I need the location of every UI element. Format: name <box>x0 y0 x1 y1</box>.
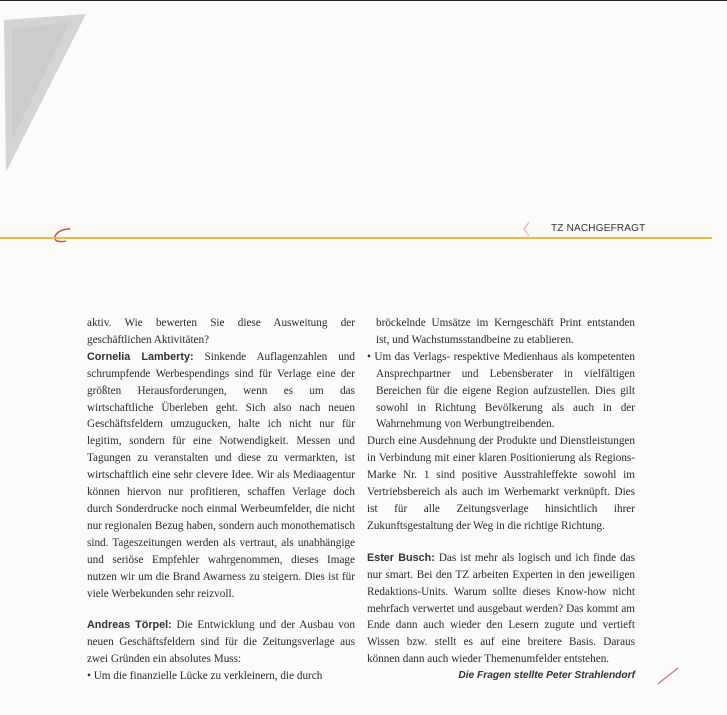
answer-lamberty <box>87 349 355 603</box>
answer-toerpel <box>87 617 355 668</box>
bullet-item: • Um das Verlags- respektive Medienhaus als kompetenten Ansprechpartner und Lebensberater in vielfältigen Bereichen für die eigene Region aufzustellen. Dies gilt sowohl in Richtung Bevölkerung als auch in der Wahrnehmung von Werbungtreibenden. <box>367 350 635 431</box>
answer-busch <box>367 550 635 668</box>
speaker-name: Cornelia Lamberty: <box>87 350 194 363</box>
section-label: TZ NACHGEFRAGT <box>551 223 646 234</box>
red-pen-mark <box>50 226 74 244</box>
article-column-left <box>87 315 355 685</box>
speaker-name: Ester Busch: <box>367 551 435 564</box>
question-text: aktiv. Wie bewerten Sie diese Ausweitung der geschäftlichen Aktivitäten? <box>87 317 355 346</box>
yellow-rule <box>0 237 712 239</box>
answer-text: Die Entwicklung und der Ausbau von neuen Geschäftsfeldern sind für die Zeitungsverlage aus zwei Gründen ein absolutes Muss: <box>87 619 355 666</box>
bullet-item: • Um die finanzielle Lücke zu verkleinern, die durch <box>87 670 323 683</box>
page-corner-shadow <box>0 0 90 180</box>
article-column-right <box>367 315 635 685</box>
pink-pen-mark <box>655 665 681 687</box>
paragraph: Durch eine Ausdehnung der Produkte und Dienstleistungen in Verbindung mit einer klaren Positionierung als Regions-Marke Nr. 1 sind positive Ausstrahleffekte sowohl im Vertriebsbereich als auch im Werbemarkt verknüpft. Dies ist für alle Zeitungsverlage hinsichtlich ihrer Zukunftsgestaltung der Weg in die richtige Richtung. <box>367 435 635 532</box>
author-signature: Die Fragen stellte Peter Strahlendorf <box>458 670 635 682</box>
bullet-continuation: bröckelnde Umsätze im Kerngeschäft Print entstanden ist, und Wachstumsstandbeine zu etablieren. <box>376 317 635 346</box>
top-edge-line <box>0 0 727 1</box>
bracket-mark <box>521 220 531 238</box>
answer-text: Das ist mehr als logisch und ich finde das nur smart. Bei den TZ arbeiten Experten in den jeweiligen Redaktions-Units. Warum sollte dieses Know-how nicht mehrfach verwertet und ausgebaut werden? Das kommt am Ende dann auch wieder den Lesern zugute und vertieft Wissen bzw. stellt es auf eine breitere Basis. Daraus können dann auch wieder Themenumfelder entstehen. <box>367 551 635 666</box>
speaker-name: Andreas Törpel: <box>87 619 172 632</box>
answer-text: Sinkende Auflagenzahlen und schrumpfende Werbespendings sind für Verlage eine der größten Herausforderungen, wenn es um das wirtschaftliche Überleben geht. Sich also nach neuen Geschäftsfeldern umzugucken, halte ich nicht nur für legitim, sondern für eine Notwendigkeit. Messen und Tagungen zu veranstalten und diese zu vermarkten, ist wirtschaftlich eine sehr clevere Idee. Wir als Mediaagentur können hiervon nur profitieren, schaffen Verlage doch durch Sonderdrucke noch einmal Werbeumfelder, die nicht nur regionalen Bezug haben, sondern auch monothematisch sind. Tageszeitungen werden als vertraut, als unabhängige und seriöse Empfehler wahrgenommen, dieses Image nutzen wir um die Brand Awarness zu steigern. Dies ist für viele Werbekunden sehr reizvoll. <box>87 350 355 600</box>
